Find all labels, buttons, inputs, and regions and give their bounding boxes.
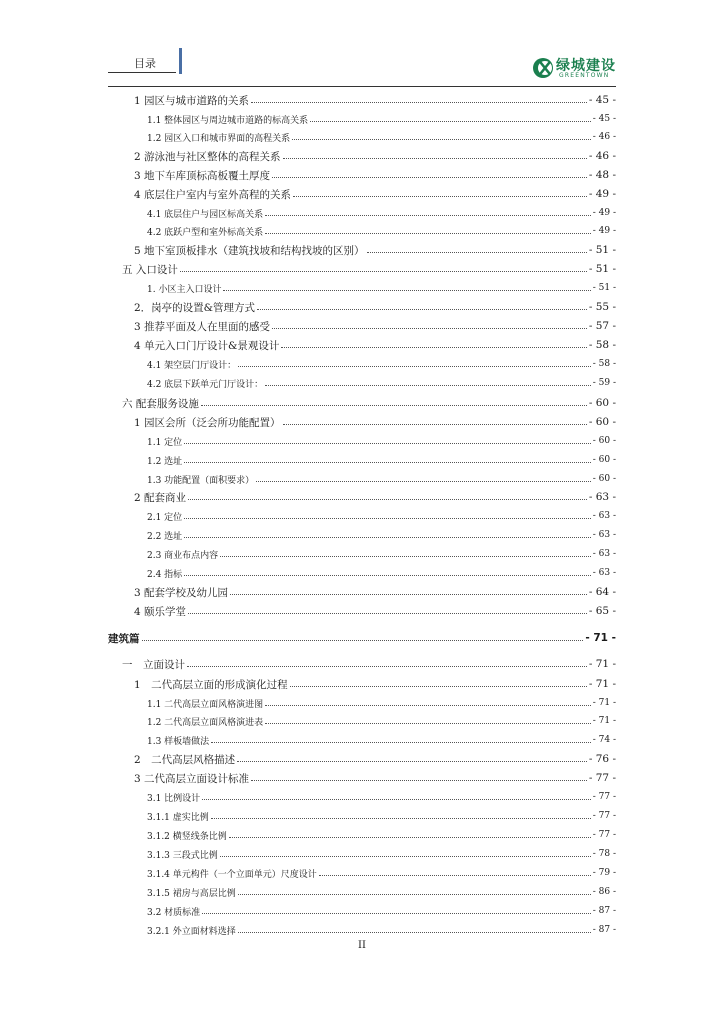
toc-entry-page: - 45 - xyxy=(592,114,616,124)
toc-entry[interactable] xyxy=(147,527,616,543)
toc-entry-title: 4.1 架空层门厅设计： xyxy=(147,360,237,371)
toc-entry[interactable] xyxy=(147,546,616,562)
header-accent-bar xyxy=(179,48,182,74)
toc-entry-page: - 60 - xyxy=(588,397,616,409)
toc-entry-title: 3 地下车库顶标高板覆土厚度 xyxy=(134,169,271,182)
toc-entry[interactable] xyxy=(147,789,616,805)
toc-entry-title: 六 配套服务设施 xyxy=(122,397,199,410)
toc-entry[interactable] xyxy=(134,92,616,108)
toc-entry-page: - 78 - xyxy=(592,849,616,859)
toc-leader xyxy=(281,347,586,348)
toc-entry-page: - 71 - xyxy=(588,678,616,690)
logo-chinese-text: 绿城建设 xyxy=(556,58,616,74)
toc-entry-title: 4 底层住户室内与室外高程的关系 xyxy=(134,188,292,201)
toc-entry-page: - 63 - xyxy=(588,491,616,503)
toc-leader xyxy=(184,443,591,444)
toc-entry[interactable] xyxy=(134,186,616,202)
toc-entry-page: - 77 - xyxy=(588,772,616,784)
toc-leader xyxy=(319,875,591,876)
toc-entry-title: 3 配套学校及幼儿园 xyxy=(134,586,229,599)
toc-entry[interactable] xyxy=(122,261,616,277)
toc-leader xyxy=(265,233,591,234)
toc-entry-title: 1 园区与城市道路的关系 xyxy=(134,94,250,107)
toc-entry-title: 1.2 园区入口和城市界面的高程关系 xyxy=(147,133,291,144)
toc-entry[interactable] xyxy=(147,695,616,711)
toc-entry-page: - 63 - xyxy=(592,530,616,540)
toc-entry-title: 3.1.3 三段式比例 xyxy=(147,850,218,861)
toc-entry-page: - 77 - xyxy=(592,830,616,840)
toc-leader xyxy=(188,499,587,500)
header-title: 目录 xyxy=(134,57,156,70)
toc-entry-page: - 76 - xyxy=(588,753,616,765)
toc-entry-page: - 74 - xyxy=(592,735,616,745)
toc-entry[interactable] xyxy=(147,808,616,824)
toc-entry-title: 5 地下室顶板排水（建筑找坡和结构找坡的区别） xyxy=(134,244,365,257)
toc-entry-title: 3.2 材质标准 xyxy=(147,907,201,918)
toc-entry-title: 1. 小区主入口设计 xyxy=(147,284,222,295)
toc-entry-page: - 49 - xyxy=(592,226,616,236)
toc-entry[interactable] xyxy=(108,630,616,646)
toc-entry[interactable] xyxy=(147,865,616,881)
toc-leader xyxy=(211,818,591,819)
toc-entry[interactable] xyxy=(147,713,616,729)
toc-leader xyxy=(251,102,587,103)
toc-entry-page: - 79 - xyxy=(592,868,616,878)
toc-leader xyxy=(187,666,587,667)
toc-leader xyxy=(292,139,591,140)
toc-leader xyxy=(283,158,587,159)
toc-entry-page: - 71 - xyxy=(585,632,616,644)
toc-leader xyxy=(238,894,591,895)
toc-leader xyxy=(202,913,591,914)
toc-entry[interactable] xyxy=(134,770,616,786)
toc-entry[interactable] xyxy=(147,903,616,919)
toc-leader xyxy=(265,723,591,724)
toc-leader xyxy=(256,481,591,482)
toc-entry-title: 3.1.5 裙房与高层比例 xyxy=(147,888,236,899)
toc-entry-title: 3.1.2 横竖线条比例 xyxy=(147,831,227,842)
toc-entry-title: 五 入口设计 xyxy=(122,263,178,276)
toc-leader xyxy=(283,424,587,425)
toc-entry-page: - 86 - xyxy=(592,887,616,897)
toc-entry-page: - 71 - xyxy=(592,716,616,726)
toc-entry[interactable] xyxy=(147,375,616,391)
toc-entry-page: - 58 - xyxy=(592,359,616,369)
toc-entry[interactable] xyxy=(147,452,616,468)
toc-entry[interactable] xyxy=(134,242,616,258)
toc-entry[interactable] xyxy=(134,299,616,315)
toc-entry-page: - 60 - xyxy=(588,416,616,428)
toc-entry[interactable] xyxy=(147,356,616,372)
toc-entry[interactable] xyxy=(134,167,616,183)
toc-entry-title: 3.2.1 外立面材料选择 xyxy=(147,926,236,937)
toc-entry[interactable] xyxy=(134,603,616,619)
toc-entry[interactable] xyxy=(147,922,616,938)
toc-entry-title: 2 游泳池与社区整体的高程关系 xyxy=(134,150,281,163)
toc-entry-title: 1.1 整体园区与周边城市道路的标高关系 xyxy=(147,115,309,126)
toc-entry-title: 1.1 定位 xyxy=(147,437,183,448)
toc-entry[interactable] xyxy=(134,751,616,767)
toc-entry[interactable] xyxy=(147,846,616,862)
toc-entry-page: - 46 - xyxy=(588,150,616,162)
toc-entry-page: - 55 - xyxy=(588,301,616,313)
toc-leader xyxy=(184,537,591,538)
toc-entry-title: 建筑篇 xyxy=(108,632,140,645)
toc-entry-title: 1.3 功能配置（面积要求） xyxy=(147,475,255,486)
toc-entry[interactable] xyxy=(147,129,616,145)
toc-entry[interactable] xyxy=(122,656,616,672)
toc-leader xyxy=(237,761,587,762)
toc-leader xyxy=(211,742,591,743)
toc-entry-title: 2.3 商业布点内容 xyxy=(147,550,219,561)
toc-entry-page: - 49 - xyxy=(588,188,616,200)
toc-entry-title: 2 二代高层风格描述 xyxy=(134,753,236,766)
toc-entry-page: - 45 - xyxy=(588,94,616,106)
toc-leader xyxy=(142,640,584,641)
toc-entry-title: 3.1 比例设计 xyxy=(147,793,201,804)
toc-entry-page: - 59 - xyxy=(592,378,616,388)
toc-entry[interactable] xyxy=(134,337,616,353)
toc-entry-title: 2 配套商业 xyxy=(134,491,187,504)
toc-entry[interactable] xyxy=(134,318,616,334)
toc-entry-page: - 60 - xyxy=(592,474,616,484)
toc-leader xyxy=(223,290,590,291)
toc-entry[interactable] xyxy=(147,111,616,127)
toc-leader xyxy=(265,215,591,216)
toc-leader xyxy=(310,121,591,122)
toc-leader xyxy=(184,462,591,463)
toc-leader xyxy=(229,837,591,838)
toc-entry-title: 2.4 指标 xyxy=(147,569,183,580)
toc-leader xyxy=(220,556,591,557)
toc-leader xyxy=(202,799,591,800)
toc-leader xyxy=(201,405,587,406)
toc-entry[interactable] xyxy=(147,471,616,487)
toc-entry-page: - 63 - xyxy=(592,549,616,559)
toc-entry-title: 3 推荐平面及人在里面的感受 xyxy=(134,320,271,333)
toc-entry-title: 2.1 定位 xyxy=(147,512,183,523)
toc-entry-page: - 87 - xyxy=(592,925,616,935)
toc-leader xyxy=(184,575,591,576)
toc-entry[interactable] xyxy=(147,508,616,524)
toc-entry-title: 1.2 二代高层立面风格演进表 xyxy=(147,717,264,728)
toc-entry-title: 1.2 选址 xyxy=(147,456,183,467)
toc-entry-title: 一 立面设计 xyxy=(122,658,185,671)
toc-leader xyxy=(251,780,587,781)
toc-entry-title: 2.2 选址 xyxy=(147,531,183,542)
toc-leader xyxy=(272,177,587,178)
toc-leader xyxy=(293,196,587,197)
greentown-logo-icon xyxy=(532,57,554,79)
toc-entry-page: - 87 - xyxy=(592,906,616,916)
toc-entry-page: - 77 - xyxy=(592,792,616,802)
toc-leader xyxy=(230,594,587,595)
toc-entry[interactable] xyxy=(134,584,616,600)
toc-entry-title: 1.3 样板墙做法 xyxy=(147,736,210,747)
toc-entry-page: - 64 - xyxy=(588,586,616,598)
toc-leader xyxy=(238,932,591,933)
toc-entry-title: 1.1 二代高层立面风格演进图 xyxy=(147,699,264,710)
toc-entry[interactable] xyxy=(147,827,616,843)
toc-leader xyxy=(180,271,587,272)
toc-entry[interactable] xyxy=(147,205,616,221)
toc-entry-page: - 60 - xyxy=(592,455,616,465)
toc-entry[interactable] xyxy=(147,433,616,449)
toc-entry-title: 2．岗亭的设置&管理方式 xyxy=(134,301,256,314)
toc-entry-page: - 63 - xyxy=(592,511,616,521)
toc-entry-page: - 63 - xyxy=(592,568,616,578)
toc-leader xyxy=(238,366,591,367)
toc-entry-page: - 51 - xyxy=(588,263,616,275)
toc-entry-title: 4 颐乐学堂 xyxy=(134,605,187,618)
toc-entry[interactable] xyxy=(134,489,616,505)
toc-entry-page: - 46 - xyxy=(592,132,616,142)
toc-entry-page: - 49 - xyxy=(592,208,616,218)
toc-entry-title: 3.1.4 单元构件（一个立面单元）尺度设计 xyxy=(147,869,317,880)
toc-entry-title: 3 二代高层立面设计标准 xyxy=(134,772,250,785)
toc-entry-title: 4.1 底层住户与园区标高关系 xyxy=(147,209,264,220)
toc-entry-title: 4 单元入口门厅设计&景观设计 xyxy=(134,339,280,352)
toc-leader xyxy=(220,856,591,857)
toc-leader xyxy=(188,613,587,614)
toc-entry[interactable] xyxy=(147,565,616,581)
toc-leader xyxy=(184,518,591,519)
toc-entry-title: 4.2 底跃户型和室外标高关系 xyxy=(147,227,264,238)
toc-entry-page: - 65 - xyxy=(588,605,616,617)
toc-leader xyxy=(265,705,591,706)
toc-entry-title: 3.1.1 虚实比例 xyxy=(147,812,209,823)
toc-entry-title: 4.2 底层下跃单元门厅设计： xyxy=(147,379,264,390)
toc-entry[interactable] xyxy=(147,280,616,296)
toc-leader xyxy=(257,309,587,310)
toc-entry[interactable] xyxy=(134,414,616,430)
toc-entry[interactable] xyxy=(147,223,616,239)
header-rule xyxy=(108,86,616,87)
toc-entry-title: 1 二代高层立面的形成演化过程 xyxy=(134,678,288,691)
toc-entry[interactable] xyxy=(134,676,616,692)
toc-entry-page: - 48 - xyxy=(588,169,616,181)
toc-entry-title: 1 园区会所（泛会所功能配置） xyxy=(134,416,281,429)
toc-entry-page: - 51 - xyxy=(588,244,616,256)
toc-entry-page: - 60 - xyxy=(592,436,616,446)
toc-leader xyxy=(272,328,587,329)
toc-entry[interactable] xyxy=(147,732,616,748)
toc-entry-page: - 77 - xyxy=(592,811,616,821)
toc-entry[interactable] xyxy=(147,884,616,900)
toc-entry-page: - 51 - xyxy=(592,283,616,293)
page-number: II xyxy=(358,940,366,951)
toc-entry[interactable] xyxy=(134,148,616,164)
toc-entry-page: - 71 - xyxy=(592,698,616,708)
toc-entry-page: - 58 - xyxy=(588,339,616,351)
greentown-logo xyxy=(532,55,618,83)
header-underline xyxy=(108,72,176,73)
toc-leader xyxy=(265,385,591,386)
toc-entry-page: - 71 - xyxy=(588,658,616,670)
toc-entry-page: - 57 - xyxy=(588,320,616,332)
toc-leader xyxy=(290,686,587,687)
toc-entry[interactable] xyxy=(122,395,616,411)
logo-english-text: GREENTOWN xyxy=(559,72,610,79)
toc-leader xyxy=(367,252,587,253)
